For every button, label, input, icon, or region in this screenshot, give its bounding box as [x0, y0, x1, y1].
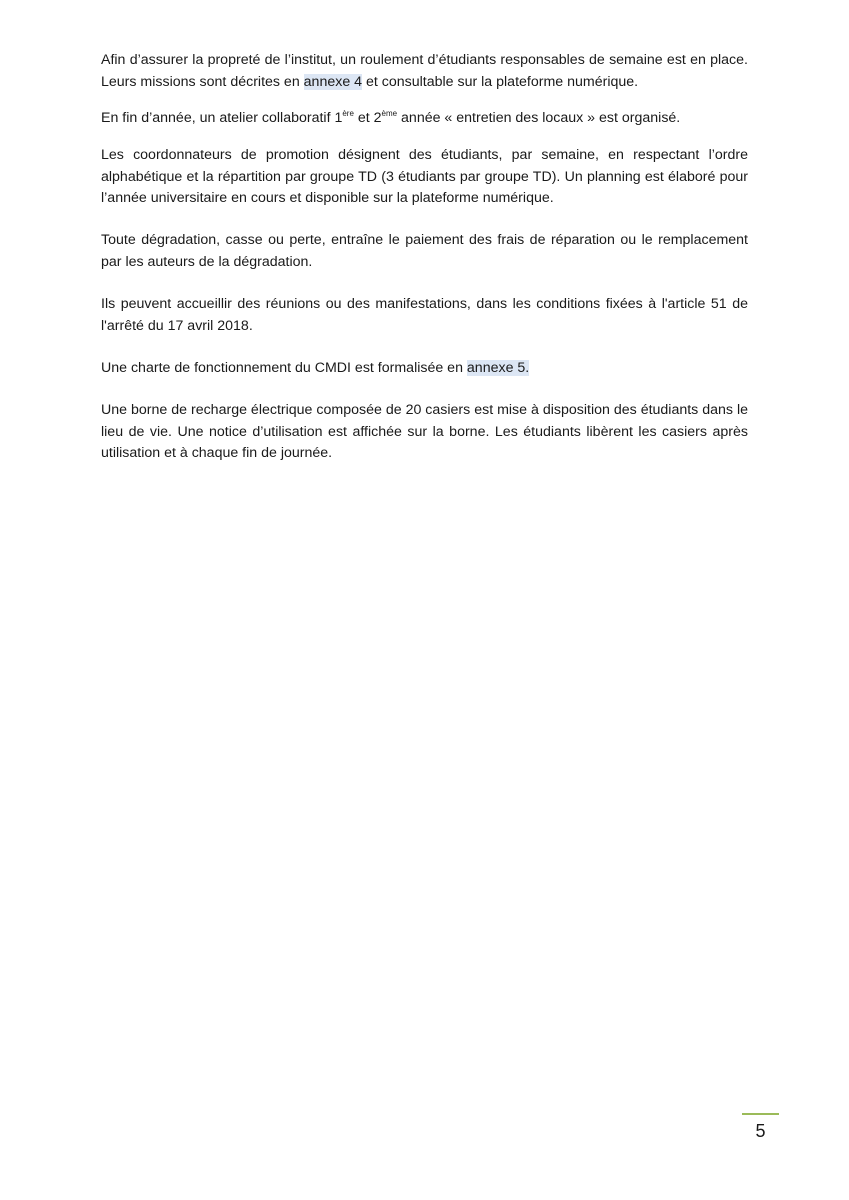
paragraph-cmdi-charter [101, 358, 748, 380]
paragraph-text: année « entretien des locaux » est organisé. [397, 110, 681, 126]
paragraph-cleaning-rotation [101, 50, 748, 93]
superscript: ème [381, 109, 398, 118]
superscript: ère [342, 109, 354, 118]
footer-rule [742, 1113, 779, 1115]
paragraph-text: Une charte de fonctionnement du CMDI est formalisée en [101, 360, 467, 376]
paragraph-workshop [101, 108, 748, 130]
annexe-4-link[interactable]: annexe 4 [303, 73, 363, 90]
paragraph-charging-station: Une borne de recharge électrique composée de 20 casiers est mise à disposition des étudiants dans le lieu de vie. Une notice d’utilisation est affichée sur la borne. Les étudiants libèrent les casiers après utilisation et à chaque fin de journée. [101, 402, 748, 461]
paragraph-text: En fin d’année, un atelier collaboratif 1 [101, 110, 343, 126]
annexe-5-link[interactable]: annexe 5. [466, 360, 530, 376]
paragraph-damage: Toute dégradation, casse ou perte, entraîne le paiement des frais de réparation ou le remplacement par les auteurs de la dégradation. [101, 232, 748, 270]
paragraph-text: et consultable sur la plateforme numérique. [362, 73, 639, 90]
paragraph-text: Afin d’assurer la propreté de l’institut, un roulement d’étudiants responsables de semaine est en place. Leurs missions sont décrites en [101, 52, 748, 90]
paragraph-meetings: Ils peuvent accueillir des réunions ou des manifestations, dans les conditions fixées à l'article 51 de l'arrêté du 17 avril 2018. [101, 296, 748, 334]
page-number: 5 [755, 1121, 766, 1141]
paragraph-coordinators: Les coordonnateurs de promotion désignent des étudiants, par semaine, en respectant l’ordre alphabétique et la répartition par groupe TD (3 étudiants par groupe TD). Un planning est élaboré pour l’année universitaire en cours et disponible sur la plateforme numérique. [101, 147, 748, 206]
paragraph-text: et 2 [353, 110, 382, 126]
